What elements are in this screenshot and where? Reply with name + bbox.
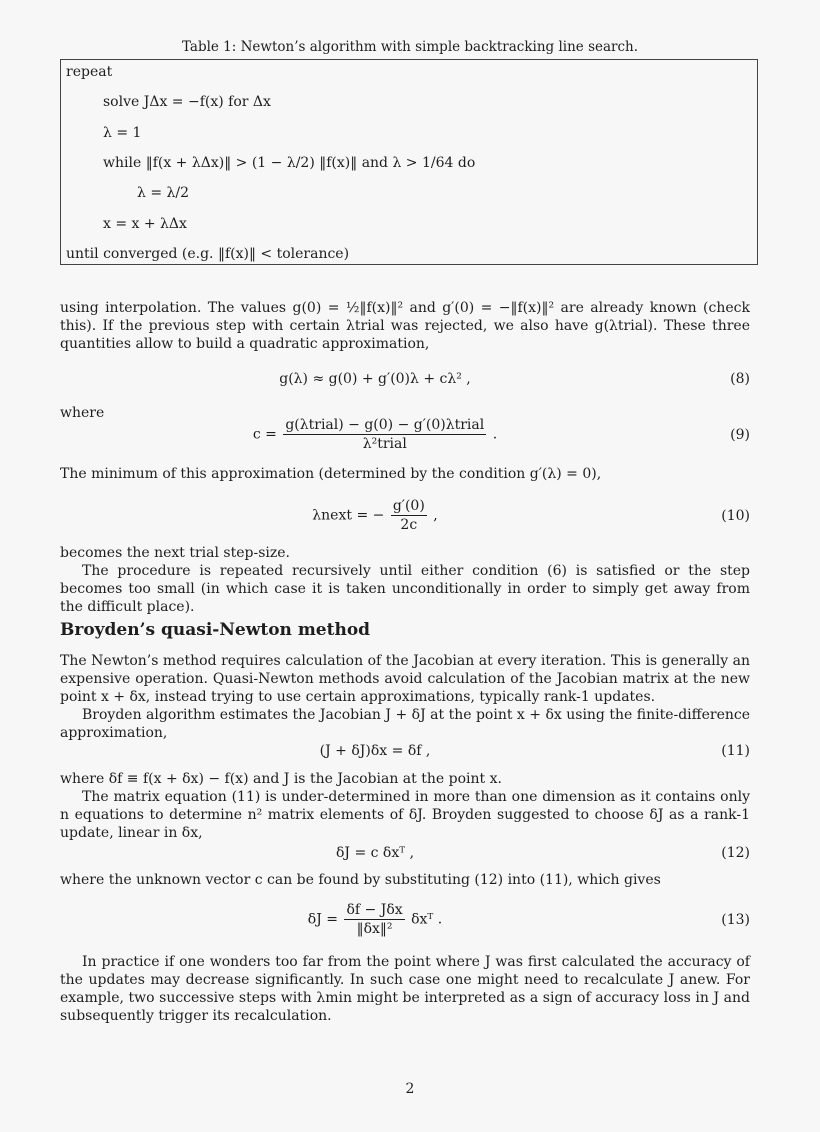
- equation-13: δJ = $\frac{\text{δf − Jδx}}{\text{‖δx‖²}}$ δxᵀ . (13): [307, 902, 750, 937]
- equation-9: c = $\frac{\text{g(λtrial) − g(0) − g′(0)λtrial}}{\text{λ²trial}}$ . (9): [252, 417, 750, 452]
- algorithm-box: [60, 59, 758, 265]
- paragraph-interpolation: using interpolation. The values g(0) = ½‖f(x)‖² and g′(0) = −‖f(x)‖² are already known (check this). If the previous step with certain λtrial was rejected, we also have g(λtrial). These three quantities allow to build a quadratic approximation,: [60, 300, 750, 352]
- equation-10: λnext = − $\frac{g'(0)}{2c}$ , (10): [312, 498, 750, 533]
- equation-8: g(λ) ≈ g(0) + g′(0)λ + cλ² , (8): [279, 371, 750, 387]
- equation-12: δJ = c δxᵀ , (12): [335, 845, 750, 861]
- paragraph-minimum: The minimum of this approximation (determined by the condition g′(λ) = 0),: [60, 466, 602, 482]
- section-heading: Broyden’s quasi-Newton method: [60, 620, 371, 640]
- paragraph-next-step: becomes the next trial step-size. The procedure is repeated recursively until either condition (6) is satisfied or the step becomes too small (in which case it is taken unconditionally in order to simply get away from the difficult place).: [60, 545, 750, 615]
- alg-lambda-init: λ = 1: [103, 125, 142, 141]
- alg-solve: solve JΔx = −f(x) for Δx: [103, 94, 271, 110]
- paragraph-substituting: where the unknown vector c can be found by substituting (12) into (11), which gives: [60, 872, 661, 888]
- paragraph-broyden: The Newton’s method requires calculation of the Jacobian at every iteration. This is generally an expensive operation. Quasi-Newton methods avoid calculation of the Jacobian matrix at the new point x + δx, instead trying to use certain approximations, typically rank-1 updates. Broyden algorithm estimates the Jacobian J + δJ at the point x + δx using the finite-difference approximation,: [60, 653, 750, 741]
- alg-halve: λ = λ/2: [137, 185, 190, 201]
- alg-repeat: repeat: [66, 64, 113, 80]
- table-caption: Table 1: Newton’s algorithm with simple backtracking line search.: [181, 39, 639, 55]
- paragraph-practice: In practice if one wonders too far from the point where J was first calculated the accuracy of the updates may decrease significantly. In such case one might need to recalculate J anew. For example, two successive steps with λmin might be interpreted as a sign of accuracy loss in J and subsequently trigger its recalculation.: [60, 954, 750, 1024]
- alg-until: until converged (e.g. ‖f(x)‖ < tolerance): [66, 246, 350, 262]
- alg-update: x = x + λΔx: [103, 216, 187, 232]
- paragraph-matrix: where δf ≡ f(x + δx) − f(x) and J is the Jacobian at the point x. The matrix equation (11) is under-determined in more than one dimension as it contains only n equations to determine n² matrix elements of δJ. Broyden suggested to choose δJ as a rank-1 update, linear in δx,: [60, 771, 750, 841]
- alg-while: while ‖f(x + λΔx)‖ > (1 − λ/2) ‖f(x)‖ and λ > 1/64 do: [103, 155, 476, 171]
- equation-11: (J + δJ)δx = δf , (11): [319, 743, 750, 759]
- where-label: where: [60, 405, 105, 421]
- page-number: 2: [405, 1081, 415, 1097]
